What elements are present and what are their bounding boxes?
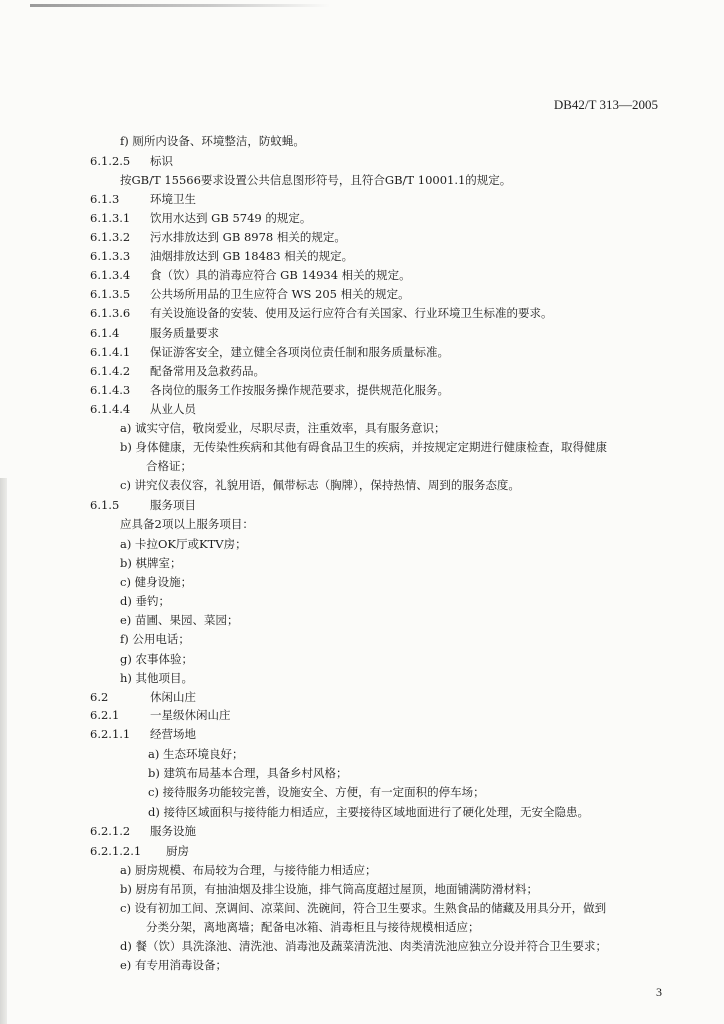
text-line: [148, 803, 589, 822]
line-text: f) 公用电话；: [120, 632, 190, 646]
clause-number: 6.1.3: [90, 192, 120, 206]
line-text: 应具备2项以上服务项目：: [120, 517, 254, 531]
line-text: d) 接待区域面积与接待能力相适应，主要接待区域地面进行了硬化处理，无安全隐患。: [148, 805, 589, 819]
text-line: [120, 937, 607, 956]
clause-number: 6.1.4.2: [90, 364, 131, 378]
text-line: [120, 171, 511, 190]
line-text: d) 垂钓；: [120, 594, 171, 608]
line-text: 按GB/T 15566要求设置公共信息图形符号，且符合GB/T 10001.1的规定。: [120, 173, 512, 187]
clause-number: 6.1.3.2: [90, 230, 131, 244]
line-text: f) 厕所内设备、环境整洁，防蚊蝇。: [120, 134, 305, 148]
text-line: [120, 899, 606, 918]
text-line: [120, 515, 254, 534]
text-line: [120, 630, 190, 649]
section-heading: [90, 842, 189, 861]
line-text: 环境卫生: [150, 192, 196, 206]
line-text: 合格证；: [146, 459, 192, 473]
scan-edge-top: [30, 4, 330, 7]
section-heading: [90, 152, 173, 171]
section-heading: [90, 228, 346, 247]
clause-number: 6.2.1: [90, 708, 120, 722]
line-text: c) 讲究仪表仪容，礼貌用语，佩带标志（胸牌），保持热情、周到的服务态度。: [120, 478, 520, 492]
line-text: 保证游客安全，建立健全各项岗位责任制和服务质量标准。: [150, 345, 449, 359]
section-heading: [90, 706, 231, 725]
scan-edge-left: [0, 478, 7, 1024]
line-text: 分类分架，离地离墙；配备电冰箱、消毒柜且与接待规模相适应；: [146, 920, 480, 934]
clause-number: 6.1.3.6: [90, 306, 131, 320]
clause-number: 6.1.3.4: [90, 268, 131, 282]
section-heading: [90, 324, 219, 343]
clause-number: 6.2.1.2.1: [90, 844, 142, 858]
line-text: 配备常用及急救药品。: [150, 364, 265, 378]
clause-number: 6.1.4.4: [90, 402, 131, 416]
line-text: 公共场所用品的卫生应符合 WS 205 相关的规定。: [150, 287, 410, 301]
line-text: 污水排放达到 GB 8978 相关的规定。: [150, 230, 346, 244]
section-heading: [90, 285, 410, 304]
section-heading: [90, 266, 411, 285]
line-text: e) 苗圃、果园、菜园；: [120, 613, 239, 627]
clause-number: 6.1.4: [90, 326, 120, 340]
line-text: 饮用水达到 GB 5749 的规定。: [150, 211, 312, 225]
line-text: 食（饮）具的消毒应符合 GB 14934 相关的规定。: [150, 268, 411, 282]
text-line: [120, 611, 238, 630]
clause-number: 6.2: [90, 690, 109, 704]
line-text: c) 设有初加工间、烹调间、凉菜间、洗碗间，符合卫生要求。生熟食品的储藏及用具分开，做到: [120, 901, 607, 915]
text-line: [120, 438, 607, 457]
line-text: 各岗位的服务工作按服务操作规范要求，提供规范化服务。: [150, 383, 449, 397]
clause-number: 6.1.2.5: [90, 154, 131, 168]
section-heading: [90, 304, 553, 323]
section-heading: [90, 822, 196, 841]
section-heading: [90, 381, 449, 400]
text-line: [146, 918, 480, 937]
line-text: 厨房: [166, 844, 189, 858]
text-line: [120, 956, 227, 975]
section-heading: [90, 362, 265, 381]
line-text: b) 厨房有吊顶，有抽油烟及排尘设施，排气筒高度超过屋顶，地面铺满防滑材料；: [120, 882, 538, 896]
text-line: [120, 554, 182, 573]
clause-number: 6.1.3.3: [90, 249, 131, 263]
line-text: 标识: [150, 154, 173, 168]
line-text: g) 农事体验；: [120, 652, 194, 666]
text-line: [148, 783, 485, 802]
line-text: 一星级休闲山庄: [150, 708, 231, 722]
section-heading: [90, 209, 311, 228]
line-text: 服务设施: [150, 824, 196, 838]
line-text: a) 卡拉OK厅或KTV房；: [120, 537, 247, 551]
section-heading: [90, 496, 196, 515]
line-text: 有关设施设备的安装、使用及运行应符合有关国家、行业环境卫生标准的要求。: [150, 306, 553, 320]
line-text: c) 健身设施；: [120, 575, 193, 589]
clause-number: 6.1.4.3: [90, 383, 131, 397]
clause-number: 6.2.1.1: [90, 727, 131, 741]
section-heading: [90, 400, 196, 419]
text-line: [120, 535, 247, 554]
section-heading: [90, 247, 353, 266]
line-text: b) 建筑布局基本合理，具备乡村风格；: [148, 766, 348, 780]
document-id: DB42/T 313—2005: [553, 97, 658, 112]
text-line: [120, 650, 193, 669]
line-text: 经营场地: [150, 727, 196, 741]
line-text: c) 接待服务功能较完善，设施安全、方便，有一定面积的停车场；: [148, 785, 485, 799]
line-text: 休闲山庄: [150, 690, 196, 704]
line-text: h) 其他项目。: [120, 671, 194, 685]
text-line: [120, 880, 538, 899]
section-heading: [90, 688, 196, 707]
text-line: [120, 573, 192, 592]
line-text: a) 厨房规模、布局较为合理，与接待能力相适应；: [120, 863, 377, 877]
page-number: 3: [656, 985, 662, 999]
text-line: [120, 592, 170, 611]
text-line: [120, 476, 520, 495]
clause-number: 6.1.3.5: [90, 287, 131, 301]
clause-number: 6.2.1.2: [90, 824, 131, 838]
line-text: 服务质量要求: [150, 326, 219, 340]
section-heading: [90, 190, 196, 209]
text-line: [148, 745, 244, 764]
line-text: a) 生态环境良好；: [148, 747, 244, 761]
clause-number: 6.1.4.1: [90, 345, 131, 359]
line-text: d) 餐（饮）具洗涤池、清洗池、消毒池及蔬菜清洗池、肉类清洗池应独立分设并符合卫生要求；: [120, 939, 607, 953]
line-text: b) 棋牌室；: [120, 556, 182, 570]
line-text: 油烟排放达到 GB 18483 相关的规定。: [150, 249, 354, 263]
line-text: a) 诚实守信，敬岗爱业，尽职尽责，注重效率，具有服务意识；: [120, 421, 446, 435]
text-line: [120, 861, 377, 880]
clause-number: 6.1.3.1: [90, 211, 131, 225]
line-text: 从业人员: [150, 402, 196, 416]
text-line: [146, 457, 192, 476]
line-text: 服务项目: [150, 498, 196, 512]
clause-number: 6.1.5: [90, 498, 120, 512]
text-line: [120, 132, 305, 151]
text-line: [120, 669, 193, 688]
text-line: [148, 764, 348, 783]
line-text: b) 身体健康，无传染性疾病和其他有碍食品卫生的疾病，并按规定定期进行健康检查，取得健康: [120, 440, 607, 454]
section-heading: [90, 343, 449, 362]
line-text: e) 有专用消毒设备；: [120, 958, 227, 972]
section-heading: [90, 725, 196, 744]
text-line: [120, 419, 446, 438]
